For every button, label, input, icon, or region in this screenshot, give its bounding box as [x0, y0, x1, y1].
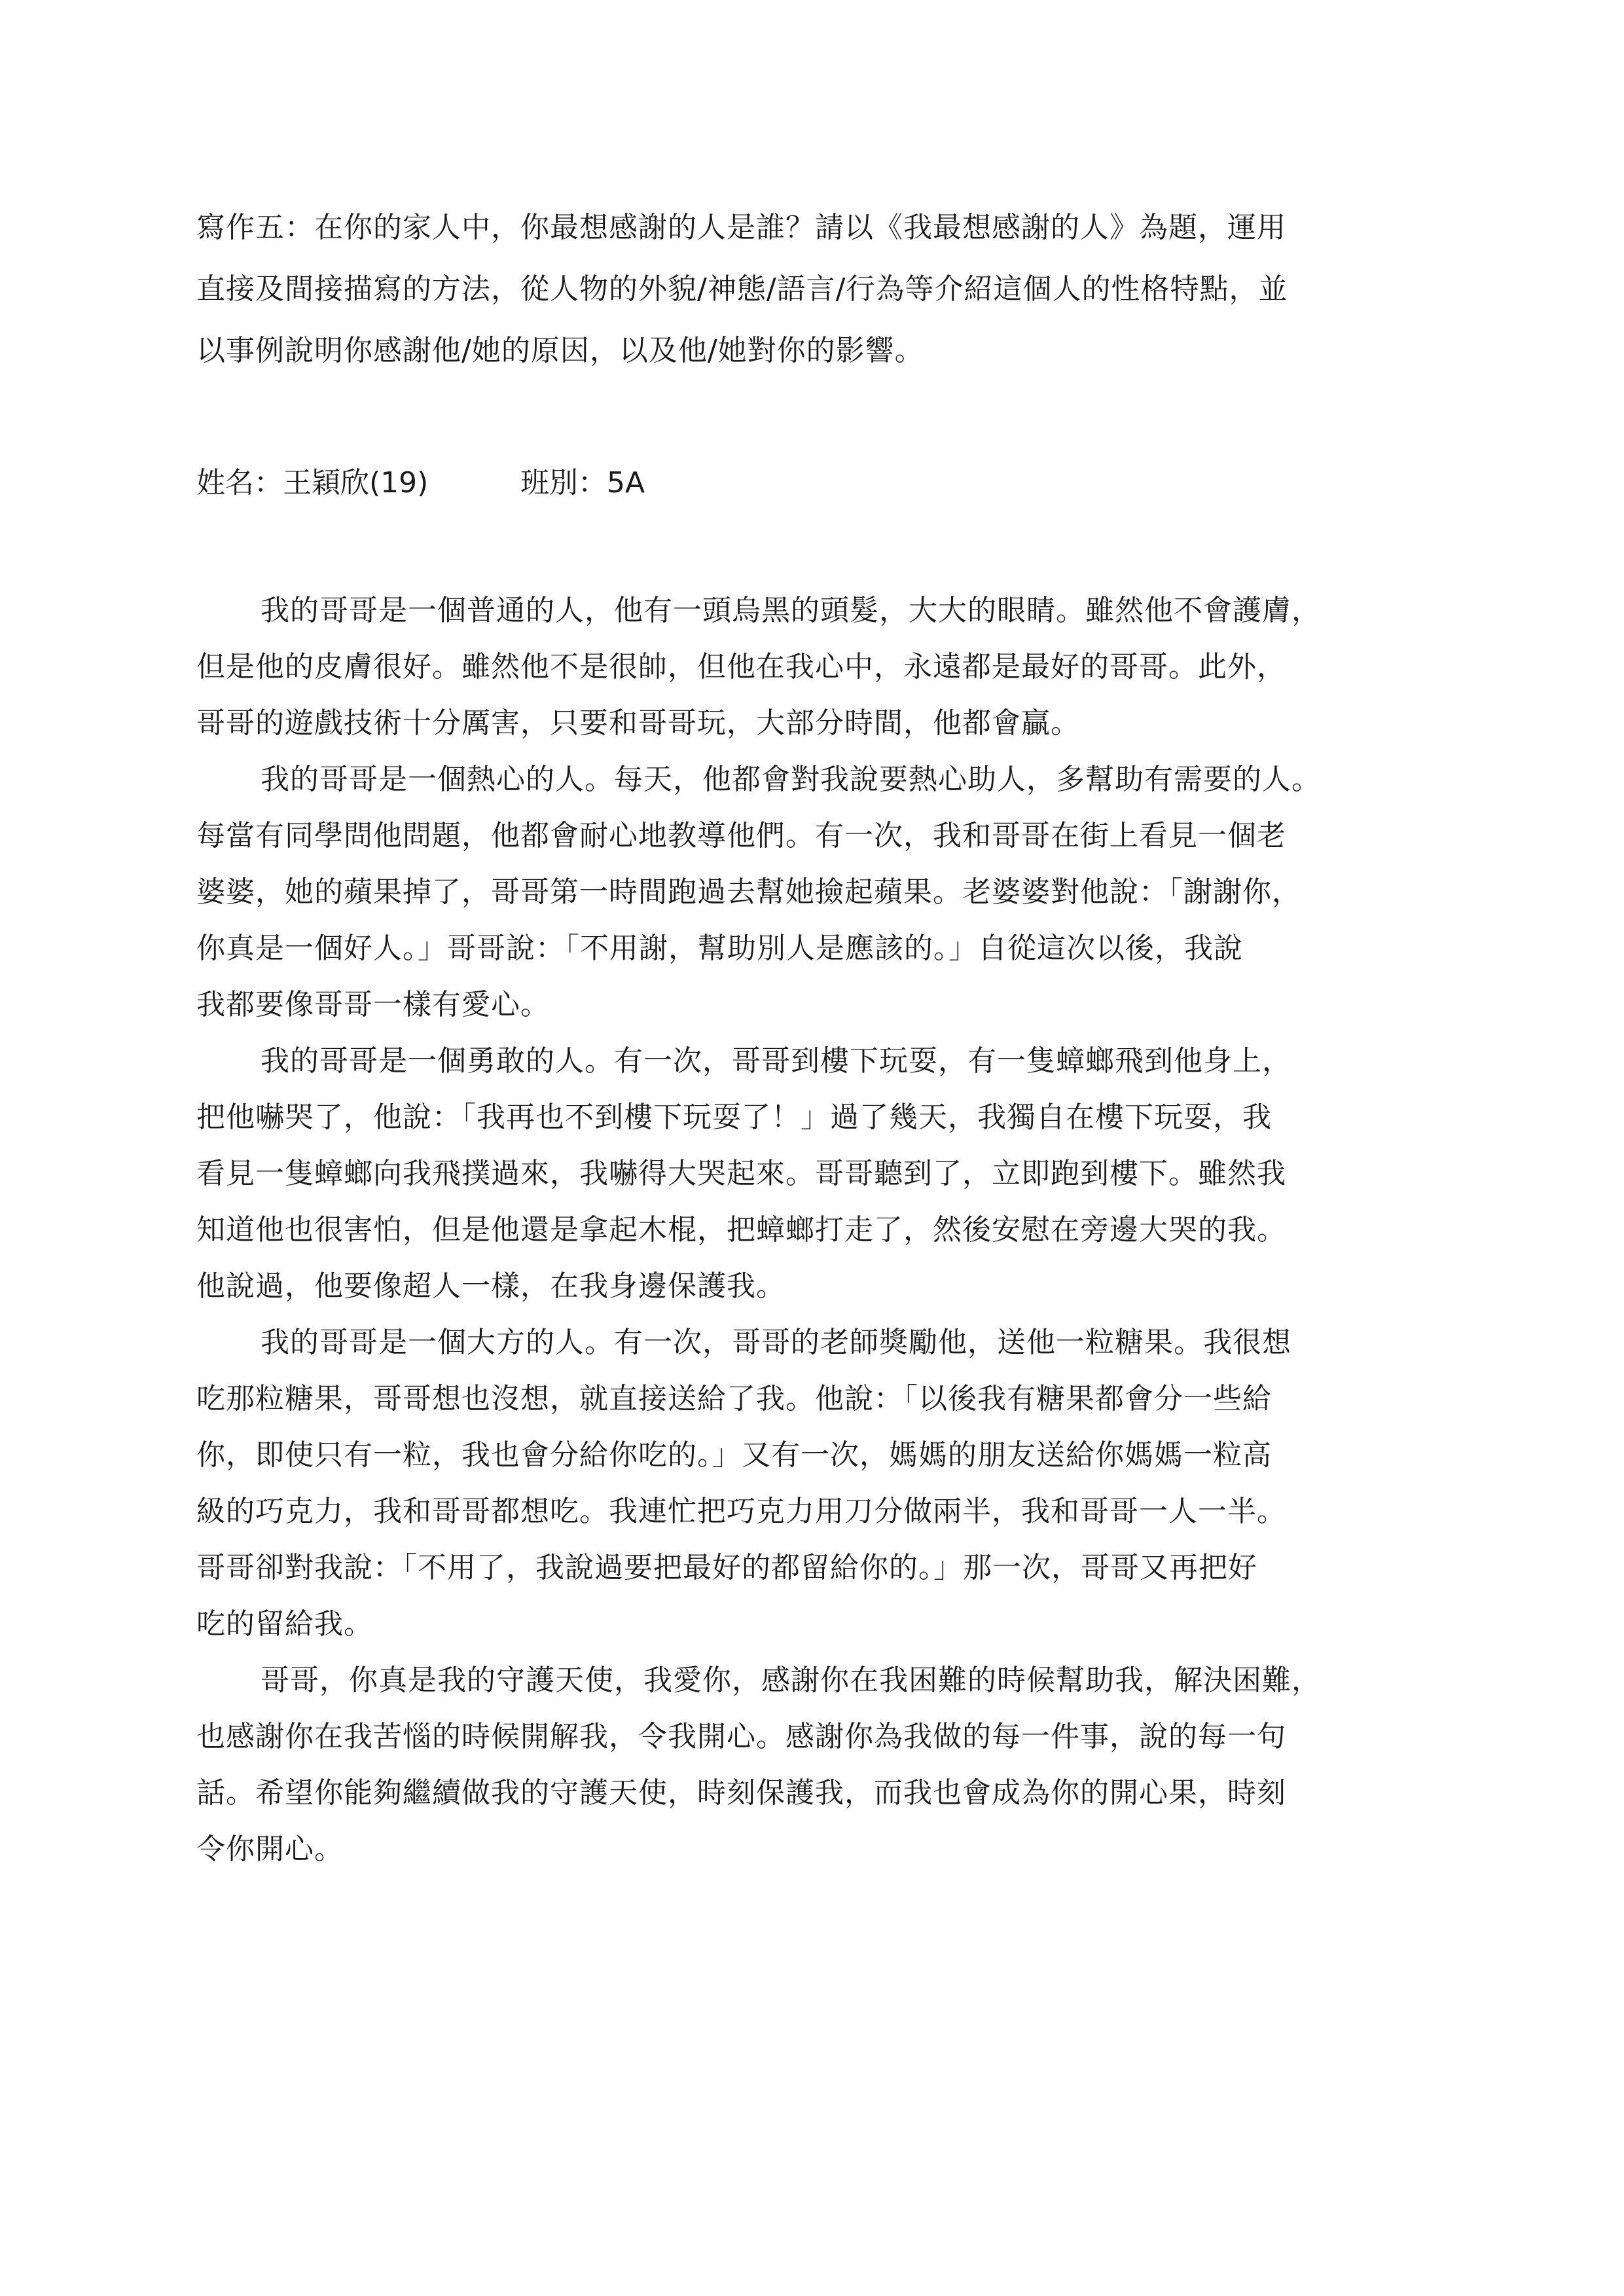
essay-line: 婆婆，她的蘋果掉了，哥哥第一時間跑過去幫她撿起蘋果。老婆婆對他說：「謝謝你， — [196, 875, 1301, 909]
essay-line: 也感謝你在我苦惱的時候開解我，令我開心。感謝你為我做的每一件事，說的每一句 — [196, 1720, 1286, 1753]
essay-line: 令你開心。 — [196, 1832, 344, 1866]
prompt-line: 直接及間接描寫的方法，從人物的外貌/神態/語言/行為等介紹這個人的性格特點，並 — [196, 272, 1288, 306]
student-info — [196, 464, 645, 503]
essay-line: 話。希望你能夠繼續做我的守護天使，時刻保護我，而我也會成為你的開心果，時刻 — [196, 1776, 1286, 1810]
essay-line: 知道他也很害怕，但是他還是拿起木棍，把蟑螂打走了，然後安慰在旁邊大哭的我。 — [196, 1213, 1286, 1247]
essay-line: 他說過，他要像超人一樣，在我身邊保護我。 — [196, 1269, 785, 1303]
essay-line: 級的巧克力，我和哥哥都想吃。我連忙把巧克力用刀分做兩半，我和哥哥一人一半。 — [196, 1495, 1286, 1528]
student-class: 班別：5A — [520, 466, 645, 500]
essay-line: 我的哥哥是一個勇敢的人。有一次，哥哥到樓下玩耍，有一隻蟑螂飛到他身上， — [261, 1044, 1291, 1078]
essay-line: 把他嚇哭了，他說：「我再也不到樓下玩耍了！」過了幾天，我獨自在樓下玩耍，我 — [196, 1101, 1272, 1134]
essay-line: 你，即使只有一粒，我也會分給你吃的。」又有一次，媽媽的朋友送給你媽媽一粒高 — [196, 1438, 1272, 1472]
essay-line: 吃那粒糖果，哥哥想也沒想，就直接送給了我。他說：「以後我有糖果都會分一些給 — [196, 1382, 1272, 1415]
essay-line: 哥哥的遊戲技術十分厲害，只要和哥哥玩，大部分時間，他都會贏。 — [196, 706, 1080, 740]
essay-line: 每當有同學問他問題，他都會耐心地教導他們。有一次，我和哥哥在街上看見一個老 — [196, 819, 1286, 852]
essay-line: 哥哥，你真是我的守護天使，我愛你，感謝你在我困難的時候幫助我，解決困難， — [261, 1664, 1321, 1697]
essay-line: 我的哥哥是一個普通的人，他有一頭烏黑的頭髮，大大的眼睛。雖然他不會護膚， — [261, 594, 1321, 627]
essay-line: 我都要像哥哥一樣有愛心。 — [196, 988, 550, 1021]
essay-line: 你真是一個好人。」哥哥說：「不用謝，幫助別人是應該的。」自從這次以後，我說 — [196, 932, 1243, 965]
essay-line: 吃的留給我。 — [196, 1607, 373, 1641]
essay-line: 我的哥哥是一個大方的人。有一次，哥哥的老師獎勵他，送他一粒糖果。我很想 — [261, 1326, 1291, 1359]
student-name: 姓名：王穎欣(19) — [196, 466, 429, 500]
essay-line: 哥哥卻對我說：「不用了，我說過要把最好的都留給你的。」那一次，哥哥又再把好 — [196, 1551, 1257, 1584]
prompt-line: 以事例說明你感謝他/她的原因，以及他/她對你的影響。 — [196, 334, 924, 367]
prompt-line: 寫作五：在你的家人中，你最想感謝的人是誰？請以《我最想感謝的人》為題，運用 — [196, 211, 1286, 244]
essay-line: 但是他的皮膚很好。雖然他不是很帥，但他在我心中，永遠都是最好的哥哥。此外， — [196, 650, 1286, 683]
essay-line: 我的哥哥是一個熱心的人。每天，他都會對我說要熱心助人，多幫助有需要的人。 — [261, 763, 1321, 796]
essay-line: 看見一隻蟑螂向我飛撲過來，我嚇得大哭起來。哥哥聽到了，立即跑到樓下。雖然我 — [196, 1157, 1286, 1190]
